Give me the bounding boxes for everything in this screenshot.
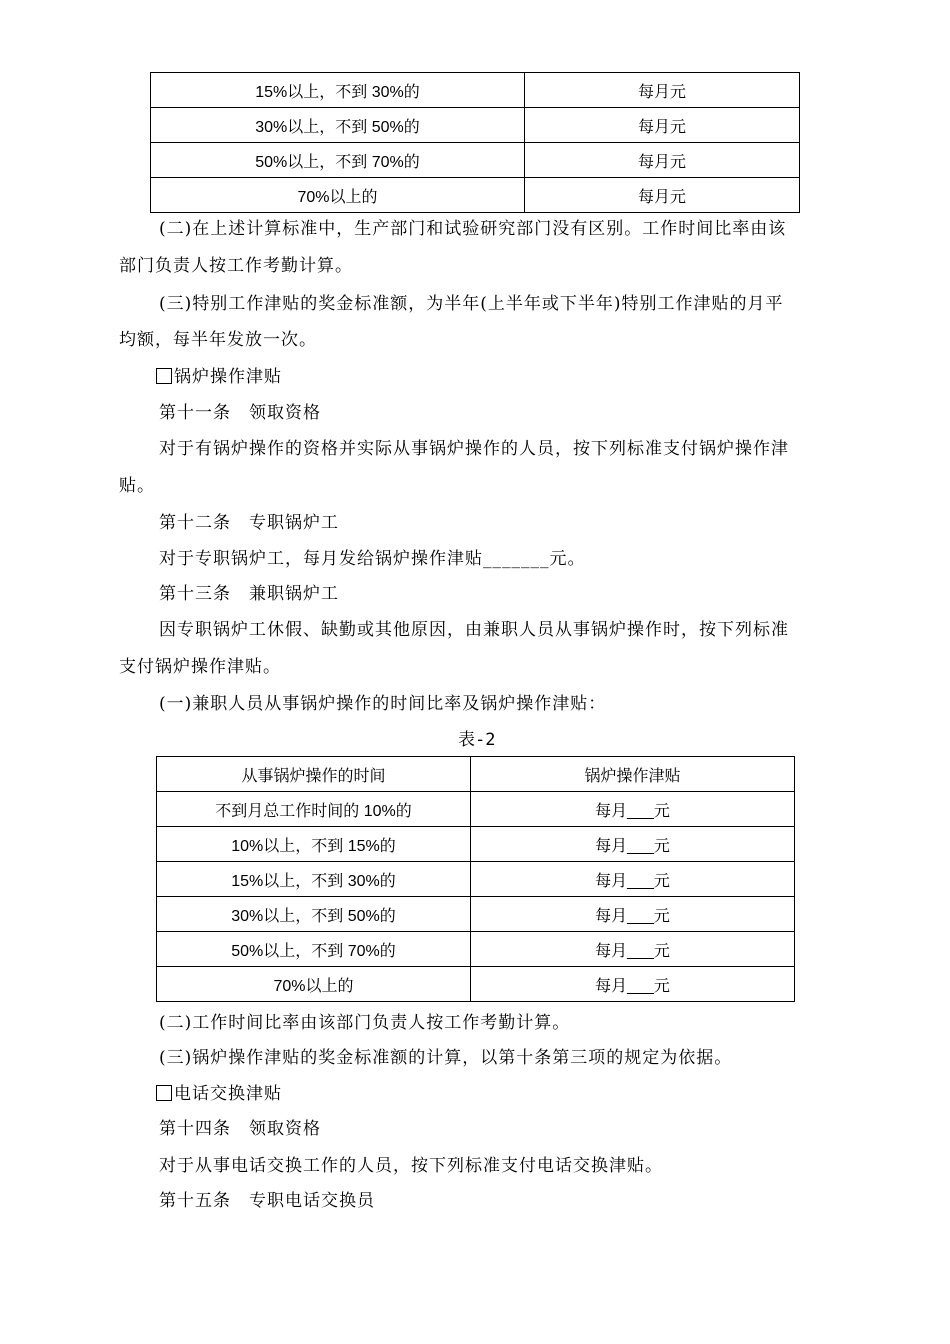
paragraph-line: 均额，每半年发放一次。 [119,330,317,350]
paragraph-line: 对于从事电话交换工作的人员，按下列标准支付电话交换津贴。 [159,1156,663,1176]
table-cell: 15%以上，不到 30%的 [151,73,525,108]
table-row [157,827,795,862]
table-cell: 每月元 [525,108,800,143]
table-row [157,897,795,932]
table-cell: 50%以上，不到 70%的 [151,143,525,178]
paragraph-line: 部门负责人按工作考勤计算。 [119,256,353,276]
paragraph-line: 对于有锅炉操作的资格并实际从事锅炉操作的人员，按下列标准支付锅炉操作津 [159,439,789,459]
section-title: 电话交换津贴 [174,1084,282,1104]
section-heading-boiler [156,362,282,387]
article-15-title: 第十五条 专职电话交换员 [159,1191,375,1211]
table-row [157,932,795,967]
table-cell: 每月___元 [471,827,795,862]
table-cell: 每月___元 [471,792,795,827]
allowance-table-2 [156,756,795,1002]
table-cell: 50%以上，不到 70%的 [157,932,471,967]
table-row [151,108,800,143]
article-14-title: 第十四条 领取资格 [159,1119,321,1139]
table-cell: 每月元 [525,143,800,178]
allowance-table-1 [150,72,800,213]
checkbox-square-icon [156,1085,172,1101]
table-cell: 10%以上，不到 15%的 [157,827,471,862]
table-row [157,862,795,897]
table-row [157,792,795,827]
table-cell: 每月元 [525,73,800,108]
table-cell: 70%以上的 [157,967,471,1002]
table-cell: 不到月总工作时间的 10%的 [157,792,471,827]
table-cell: 每月___元 [471,932,795,967]
table-cell: 70%以上的 [151,178,525,213]
article-13-title: 第十三条 兼职锅炉工 [159,584,339,604]
table-cell: 每月___元 [471,897,795,932]
article-12-title: 第十二条 专职锅炉工 [159,513,339,533]
section-title: 锅炉操作津贴 [174,367,282,387]
table-row [151,143,800,178]
paragraph-line: (三)锅炉操作津贴的奖金标准额的计算，以第十条第三项的规定为依据。 [159,1048,733,1068]
table-header-row [157,757,795,792]
table-cell: 每月元 [525,178,800,213]
table-cell: 每月___元 [471,967,795,1002]
paragraph-line: 对于专职锅炉工，每月发给锅炉操作津贴_______元。 [159,549,586,569]
paragraph-line: (二)工作时间比率由该部门负责人按工作考勤计算。 [159,1013,571,1033]
table-caption: 表-2 [458,730,496,750]
section-heading-telephone [156,1079,282,1104]
checkbox-square-icon [156,368,172,384]
table-cell: 15%以上，不到 30%的 [157,862,471,897]
table-cell: 30%以上，不到 50%的 [157,897,471,932]
paragraph-line: 支付锅炉操作津贴。 [119,657,281,677]
table-row [157,967,795,1002]
article-11-title: 第十一条 领取资格 [159,403,321,423]
paragraph-line: 因专职锅炉工休假、缺勤或其他原因，由兼职人员从事锅炉操作时，按下列标准 [159,620,789,640]
column-header: 从事锅炉操作的时间 [157,757,471,792]
table-row [151,73,800,108]
paragraph-line: 贴。 [119,476,155,496]
table-cell: 每月___元 [471,862,795,897]
paragraph-line: (一)兼职人员从事锅炉操作的时间比率及锅炉操作津贴： [159,694,607,714]
table-row [151,178,800,213]
table-cell: 30%以上，不到 50%的 [151,108,525,143]
column-header: 锅炉操作津贴 [471,757,795,792]
paragraph-line: (三)特别工作津贴的奖金标准额，为半年(上半年或下半年)特别工作津贴的月平 [159,294,784,314]
paragraph-line: (二)在上述计算标准中，生产部门和试验研究部门没有区别。工作时间比率由该 [159,219,787,239]
